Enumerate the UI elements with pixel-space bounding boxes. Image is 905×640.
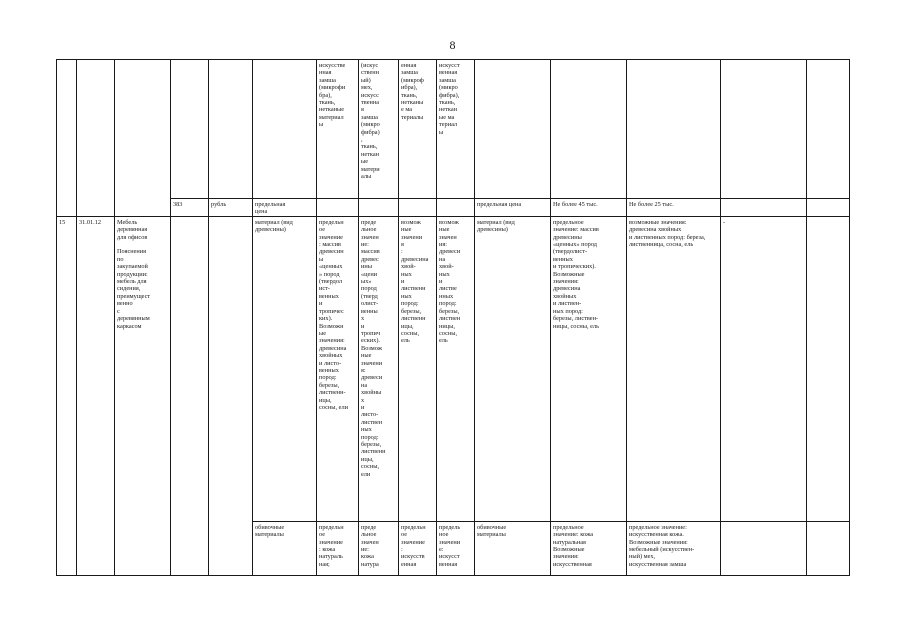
cell-upholstery-c10-cont: искусст венная замша (микро фибра), ткань, неткан ые ма териал ы (437, 60, 475, 199)
cell-15-upholstery-extra2 (807, 521, 850, 575)
cell-price-unit: рубль (209, 199, 253, 217)
page-number: 8 (449, 38, 456, 52)
cell-15-material-c9: возмож ные значени я : древесина хвой- ных и лиственн ных пород: березы, лиственн ицы, сосны, ель (399, 216, 437, 521)
cell-15-upholstery-c8: преде льное значен ие: кожа натура (359, 521, 399, 575)
cell-upholstery-c9-cont: енная замша (микроф ибра), ткань, нетканы е ма териалы (399, 60, 437, 199)
cell-extra1-empty (721, 60, 807, 199)
cell-okpd-empty (77, 60, 115, 217)
cell-15-material-extra2 (807, 216, 850, 521)
cell-name2-empty (475, 60, 551, 199)
cell-value2-empty (627, 60, 721, 199)
table-row-continued (57, 60, 850, 199)
cell-upholstery-c7-cont: искусстве нная замша (микрофи бра), ткань, нетканые материал ы (317, 60, 359, 199)
cell-value1-empty (551, 60, 627, 199)
cell-15-upholstery-name: обивочные материалы (253, 521, 317, 575)
cell-price-c9 (399, 199, 437, 217)
cell-15-upholstery-value2: предельное значение: искусственная кожа. Возможные значения: мебельный (искусствен- ный) мех, искусственная замша (627, 521, 721, 575)
cell-price-c8 (359, 199, 399, 217)
specification-table (56, 59, 850, 576)
cell-price-name2: предельная цена (475, 199, 551, 217)
cell-15-material-value1: предельное значение: массив древесины «ценных» пород (твердолист- венных и тропических). Возможные значения: древесина хвойных и листвен- ных пород: березы, листвен- ницы, сосны, ель (551, 216, 627, 521)
cell-15-upholstery-value1: предельное значение: кожа натуральная Возможные значения: искусственная (551, 521, 627, 575)
cell-15-material-c8: преде льное значен ие: массив древес ины «цени ых» пород (тверд олист- венны х и тропич еских). Возмож ные значени я: древеси на хвойны х и листо- листвен ных пород: березы, лиственн ицы, сосны, ели (359, 216, 399, 521)
table-row-price (57, 199, 850, 217)
cell-code-empty (171, 60, 209, 199)
cell-15-upholstery-extra1 (721, 521, 807, 575)
cell-price-value2: Не более 25 тыс. (627, 199, 721, 217)
cell-15-material-c7: предельн ое значение : массив древесин ы «ценных » пород (твердол ист- венных и тропичес ких). Возможн ые значения: древесина хвойных и листо- венных пород: березы, лиственн- ицы, сосны, ели (317, 216, 359, 521)
cell-num-empty (57, 60, 77, 217)
cell-15-num: 15 (57, 216, 77, 575)
cell-15-upholstery-c7: предельн ое значение : кожа натураль ная; (317, 521, 359, 575)
table-row-15-material (57, 216, 850, 521)
cell-price-c10 (437, 199, 475, 217)
cell-15-okpd: 31.01.12 (77, 216, 115, 575)
cell-name-empty (253, 60, 317, 199)
cell-title-empty (115, 60, 171, 217)
cell-upholstery-c8-cont: (искус ственн ый) мех, искусс твенна я замша (микро фибра) , ткань, неткан ые матери алы (359, 60, 399, 199)
cell-15-upholstery-c10: предель ное значени е: искусст венная (437, 521, 475, 575)
cell-price-name: предельная цена (253, 199, 317, 217)
cell-price-extra1 (721, 199, 807, 217)
cell-price-code: 383 (171, 199, 209, 217)
cell-15-unit (209, 216, 253, 575)
cell-price-extra2 (807, 199, 850, 217)
cell-unit-empty (209, 60, 253, 199)
cell-15-material-extra: - (721, 216, 807, 521)
cell-15-material-value2: возможные значения: древесина хвойных и лиственных пород: береза, лиственница, сосна, ель (627, 216, 721, 521)
cell-15-code (171, 216, 209, 575)
cell-15-upholstery-name2: обивочные материалы (475, 521, 551, 575)
cell-price-value1: Не более 45 тыс. (551, 199, 627, 217)
cell-15-material-c10: возмож ные значен ия: древеси на хвой- ных и листве нных пород: березы, листвен ницы, сосны, ель (437, 216, 475, 521)
cell-15-title: Мебель деревянная для офисов Пояснения по закупаемой продукции: мебель для сидения, преимущест венно с деревянным каркасом (115, 216, 171, 575)
cell-15-upholstery-c9: предельн ое значение : искусств енная (399, 521, 437, 575)
cell-price-c7 (317, 199, 359, 217)
cell-15-material-name2: материал (вид древесины) (475, 216, 551, 521)
cell-15-material-name: материал (вид древесины) (253, 216, 317, 521)
cell-extra2-empty (807, 60, 850, 199)
